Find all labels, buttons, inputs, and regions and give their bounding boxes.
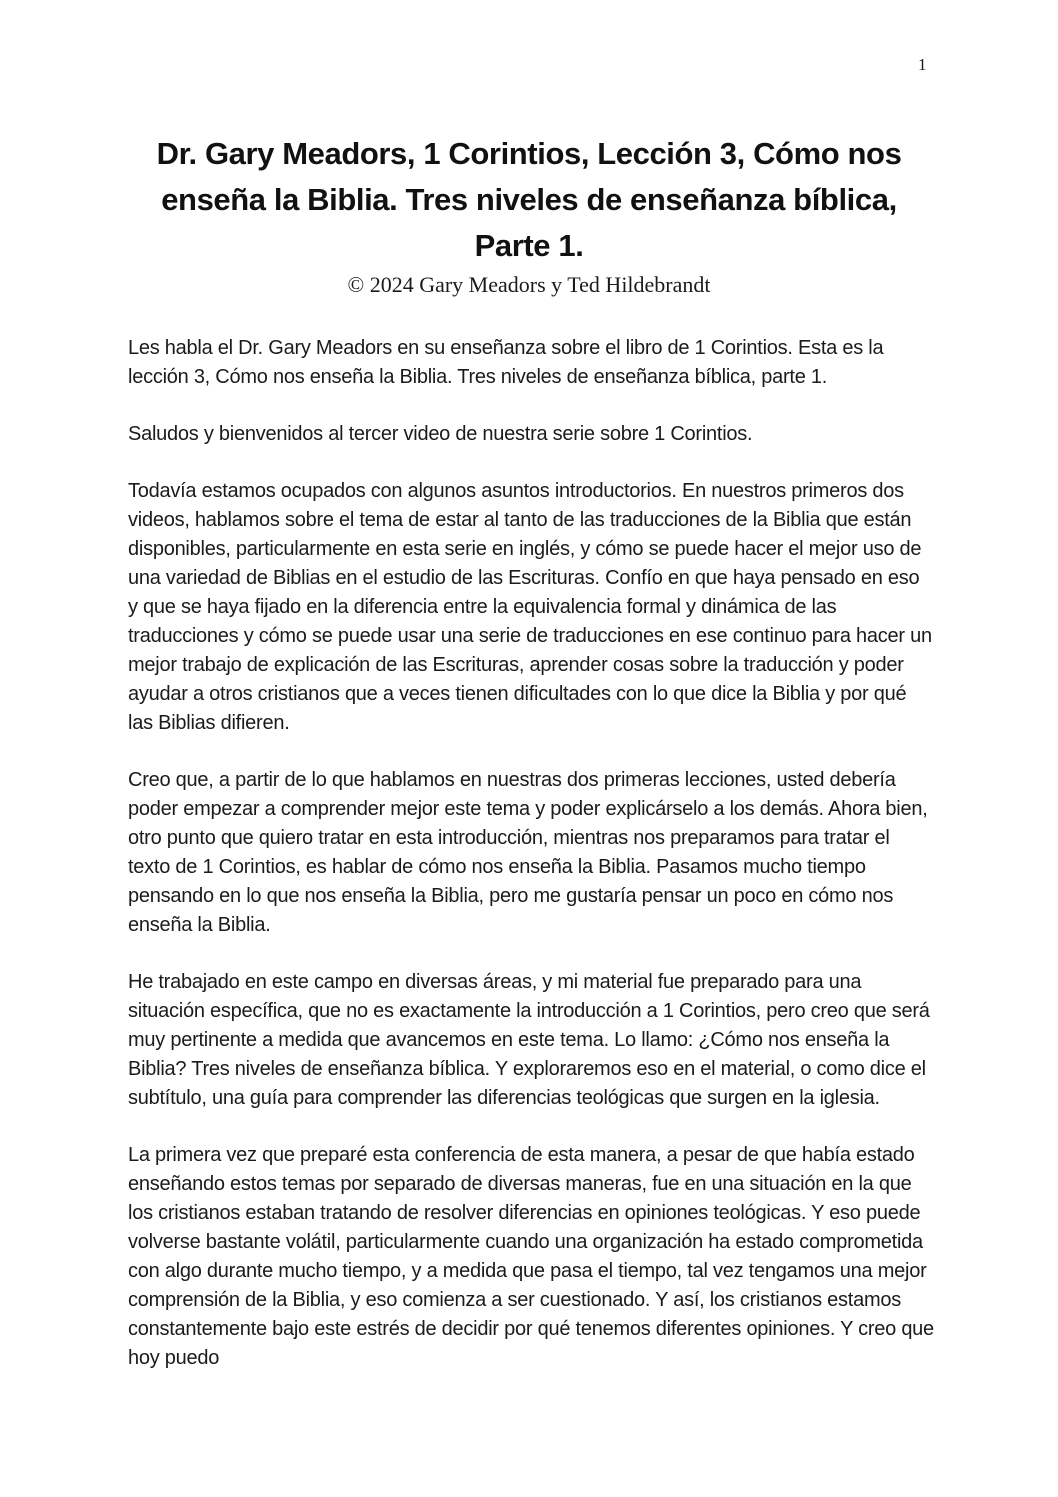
- paragraph-material-origin: He trabajado en este campo en diversas áreas, y mi material fue preparado para una situación específica, que no es exactamente la introducción a 1 Corintios, pero creo que será muy pertinente a medida que avancemos en este tema. Lo llamo: ¿Cómo nos enseña la Biblia? Tres niveles de enseñanza bíblica. Y exploraremos eso en el material, o como dice el subtítulo, una guía para comprender las diferencias teológicas que surgen en la iglesia.: [128, 971, 930, 1109]
- document-body: [128, 334, 934, 1373]
- title-line-2: enseña la Biblia. Tres niveles de enseñanza bíblica,: [161, 182, 897, 217]
- page-number: 1: [918, 55, 927, 74]
- paragraph-first-lecture-context: La primera vez que preparé esta conferencia de esta manera, a pesar de que había estado enseñando estos temas por separado de diversas maneras, fue en una situación en la que los cristianos estaban tratando de resolver diferencias en opiniones teológicas. Y eso puede volverse bastante volátil, particularmente cuando una organización ha estado comprometida con algo durante mucho tiempo, y a medida que pasa el tiempo, tal vez tengamos una mejor comprensión de la Biblia, y eso comienza a ser cuestionado. Y así, los cristianos estamos constantemente bajo este estrés de decidir por qué tenemos diferentes opiniones. Y creo que hoy puedo: [128, 1144, 934, 1369]
- paragraph-translations: Todavía estamos ocupados con algunos asuntos introductorios. En nuestros primeros dos videos, hablamos sobre el tema de estar al tanto de las traducciones de la Biblia que están disponibles, particularmente en esta serie en inglés, y cómo se puede hacer el mejor uso de una variedad de Biblias en el estudio de las Escrituras. Confío en que haya pensado en eso y que se haya fijado en la diferencia entre la equivalencia formal y dinámica de las traducciones y cómo se puede usar una serie de traducciones en ese continuo para hacer un mejor trabajo de explicación de las Escrituras, aprender cosas sobre la traducción y poder ayudar a otros cristianos que a veces tienen dificultades con lo que dice la Biblia y por qué las Biblias difieren.: [128, 480, 932, 734]
- paragraph-greeting: Saludos y bienvenidos al tercer video de nuestra serie sobre 1 Corintios.: [128, 423, 753, 445]
- title-line-1: Dr. Gary Meadors, 1 Corintios, Lección 3, Cómo nos: [156, 136, 902, 171]
- document-title: [60, 131, 998, 269]
- copyright-line: © 2024 Gary Meadors y Ted Hildebrandt: [347, 272, 711, 297]
- paragraph-how-bible-teaches: Creo que, a partir de lo que hablamos en nuestras dos primeras lecciones, usted debería poder empezar a comprender mejor este tema y poder explicárselo a los demás. Ahora bien, otro punto que quiero tratar en esta introducción, mientras nos preparamos para tratar el texto de 1 Corintios, es hablar de cómo nos enseña la Biblia. Pasamos mucho tiempo pensando en lo que nos enseña la Biblia, pero me gustaría pensar un poco en cómo nos enseña la Biblia.: [128, 769, 928, 936]
- paragraph-intro: Les habla el Dr. Gary Meadors en su enseñanza sobre el libro de 1 Corintios. Esta es la lección 3, Cómo nos enseña la Biblia. Tres niveles de enseñanza bíblica, parte 1.: [128, 337, 884, 388]
- title-line-3: Parte 1.: [474, 228, 584, 263]
